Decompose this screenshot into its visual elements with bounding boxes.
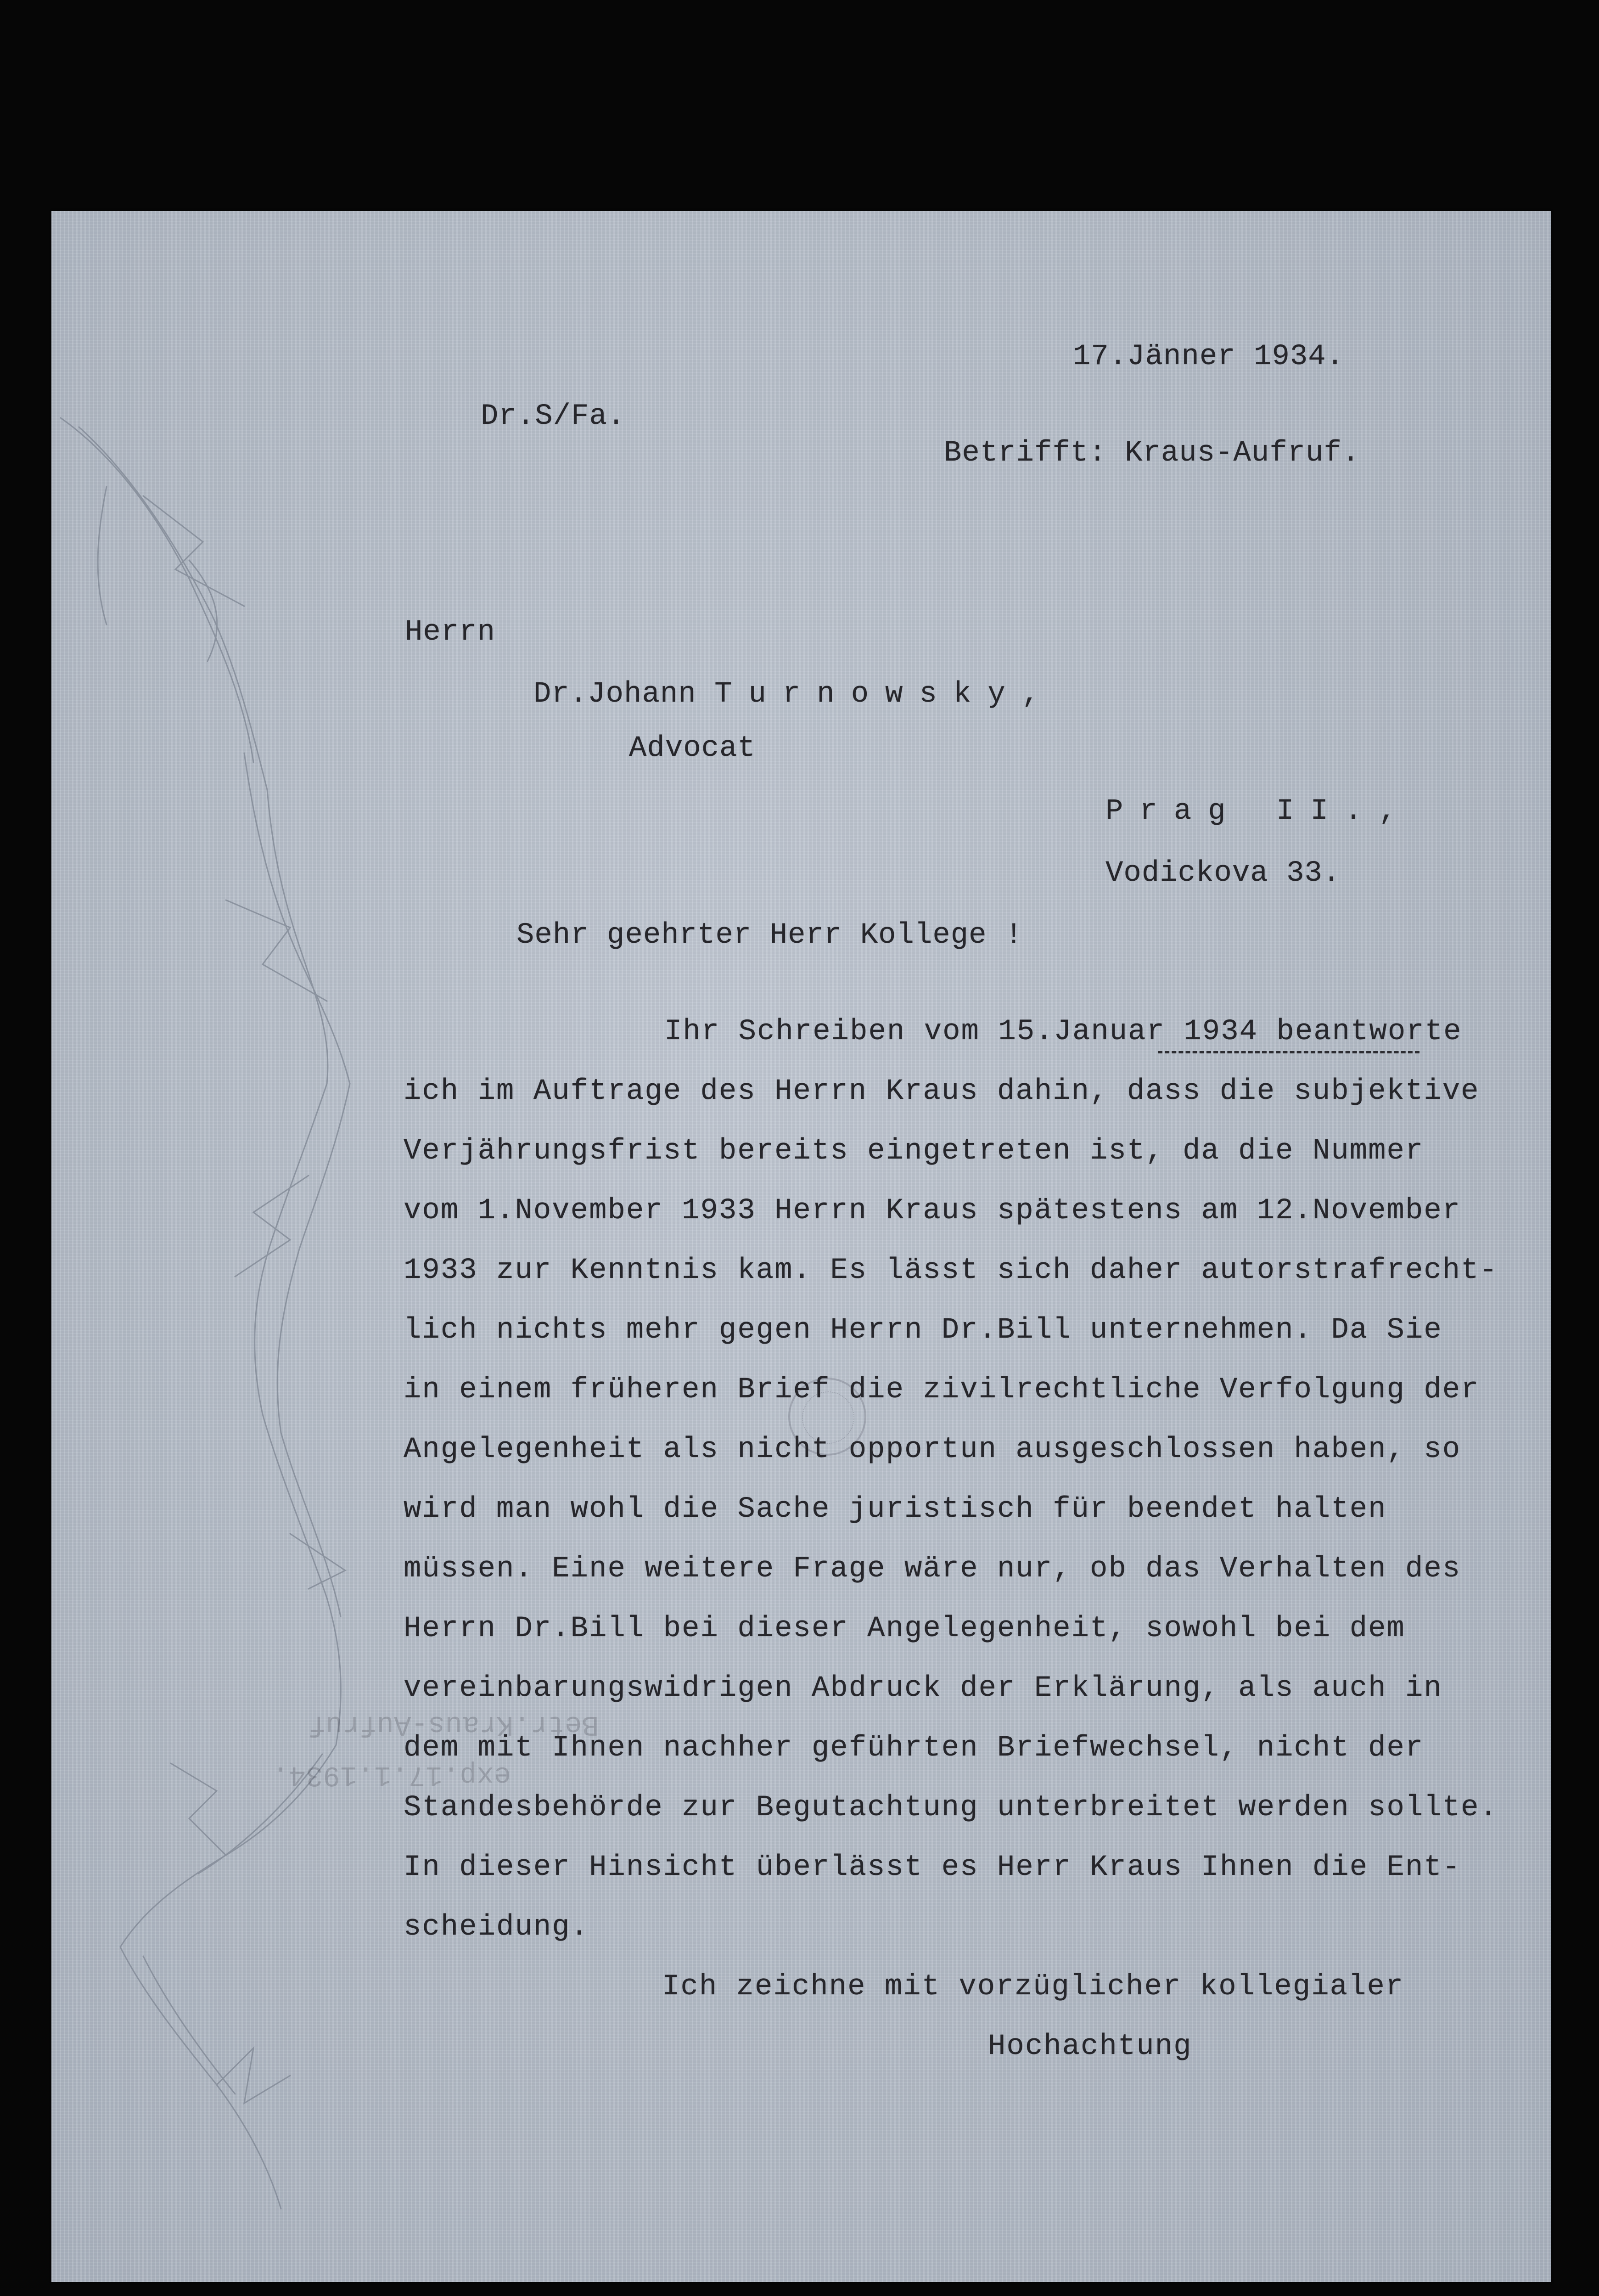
letter-date: 17.Jänner 1934. <box>1073 340 1345 373</box>
recipient-street: Vodickova 33. <box>1105 857 1341 890</box>
body-line: in einem früheren Brief die zivilrechtliche Verfolgung der <box>404 1373 1480 1407</box>
body-line: Standesbehörde zur Begutachtung unterbreitet werden sollte. <box>404 1791 1498 1824</box>
body-line: Angelegenheit als nicht opportun ausgeschlossen haben, so <box>404 1433 1461 1466</box>
body-line: vom 1.November 1933 Herrn Kraus spätestens am 12.November <box>404 1194 1461 1227</box>
city-underline <box>1158 1051 1419 1053</box>
pencil-scribbles <box>51 211 465 2282</box>
body-line: Ihr Schreiben vom 15.Januar 1934 beantworte <box>664 1015 1462 1048</box>
letter-sheet <box>51 211 1551 2282</box>
subject-line: Betrifft: Kraus-Aufruf. <box>944 437 1360 470</box>
closing-line: Ich zeichne mit vorzüglicher kollegialer <box>662 1970 1404 2003</box>
body-line: In dieser Hinsicht überlässt es Herr Kraus Ihnen die Ent- <box>404 1851 1461 1884</box>
greeting: Sehr geehrter Herr Kollege ! <box>516 919 1023 952</box>
recipient-city: Prag II., <box>1105 795 1413 828</box>
body-line: dem mit Ihnen nachher geführten Briefwechsel, nicht der <box>404 1732 1424 1765</box>
recipient-surname: Turnowsky, <box>714 678 1056 711</box>
body-line: müssen. Eine weitere Frage wäre nur, ob das Verhalten des <box>404 1553 1461 1586</box>
bleed-through-line-2: exp.17.1.1934. <box>272 1759 511 1791</box>
recipient-name <box>533 680 1056 709</box>
body-line: vereinbarungswidrigen Abdruck der Erklärung, als auch in <box>404 1672 1442 1705</box>
body-line: Herrn Dr.Bill bei dieser Angelegenheit, sowohl bei dem <box>404 1612 1405 1645</box>
body-line: 1933 zur Kenntnis kam. Es lässt sich daher autorstrafrecht- <box>404 1254 1498 1287</box>
body-line: ich im Auftrage des Herrn Kraus dahin, dass die subjektive <box>404 1075 1480 1108</box>
body-line: scheidung. <box>404 1911 589 1944</box>
reference-code: Dr.S/Fa. <box>481 400 626 433</box>
body-line: wird man wohl die Sache juristisch für beendet halten <box>404 1493 1387 1526</box>
recipient-first-name: Dr.Johann <box>533 678 696 711</box>
body-line: Verjährungsfrist bereits eingetreten ist, da die Nummer <box>404 1135 1424 1168</box>
bleed-through-line-1: Betr.Kraus-Aufruf <box>309 1708 599 1741</box>
recipient-salutation: Herrn <box>405 616 496 649</box>
closing-word: Hochachtung <box>988 2030 1192 2063</box>
body-line: lich nichts mehr gegen Herrn Dr.Bill unternehmen. Da Sie <box>404 1314 1442 1347</box>
recipient-title: Advocat <box>629 732 756 765</box>
